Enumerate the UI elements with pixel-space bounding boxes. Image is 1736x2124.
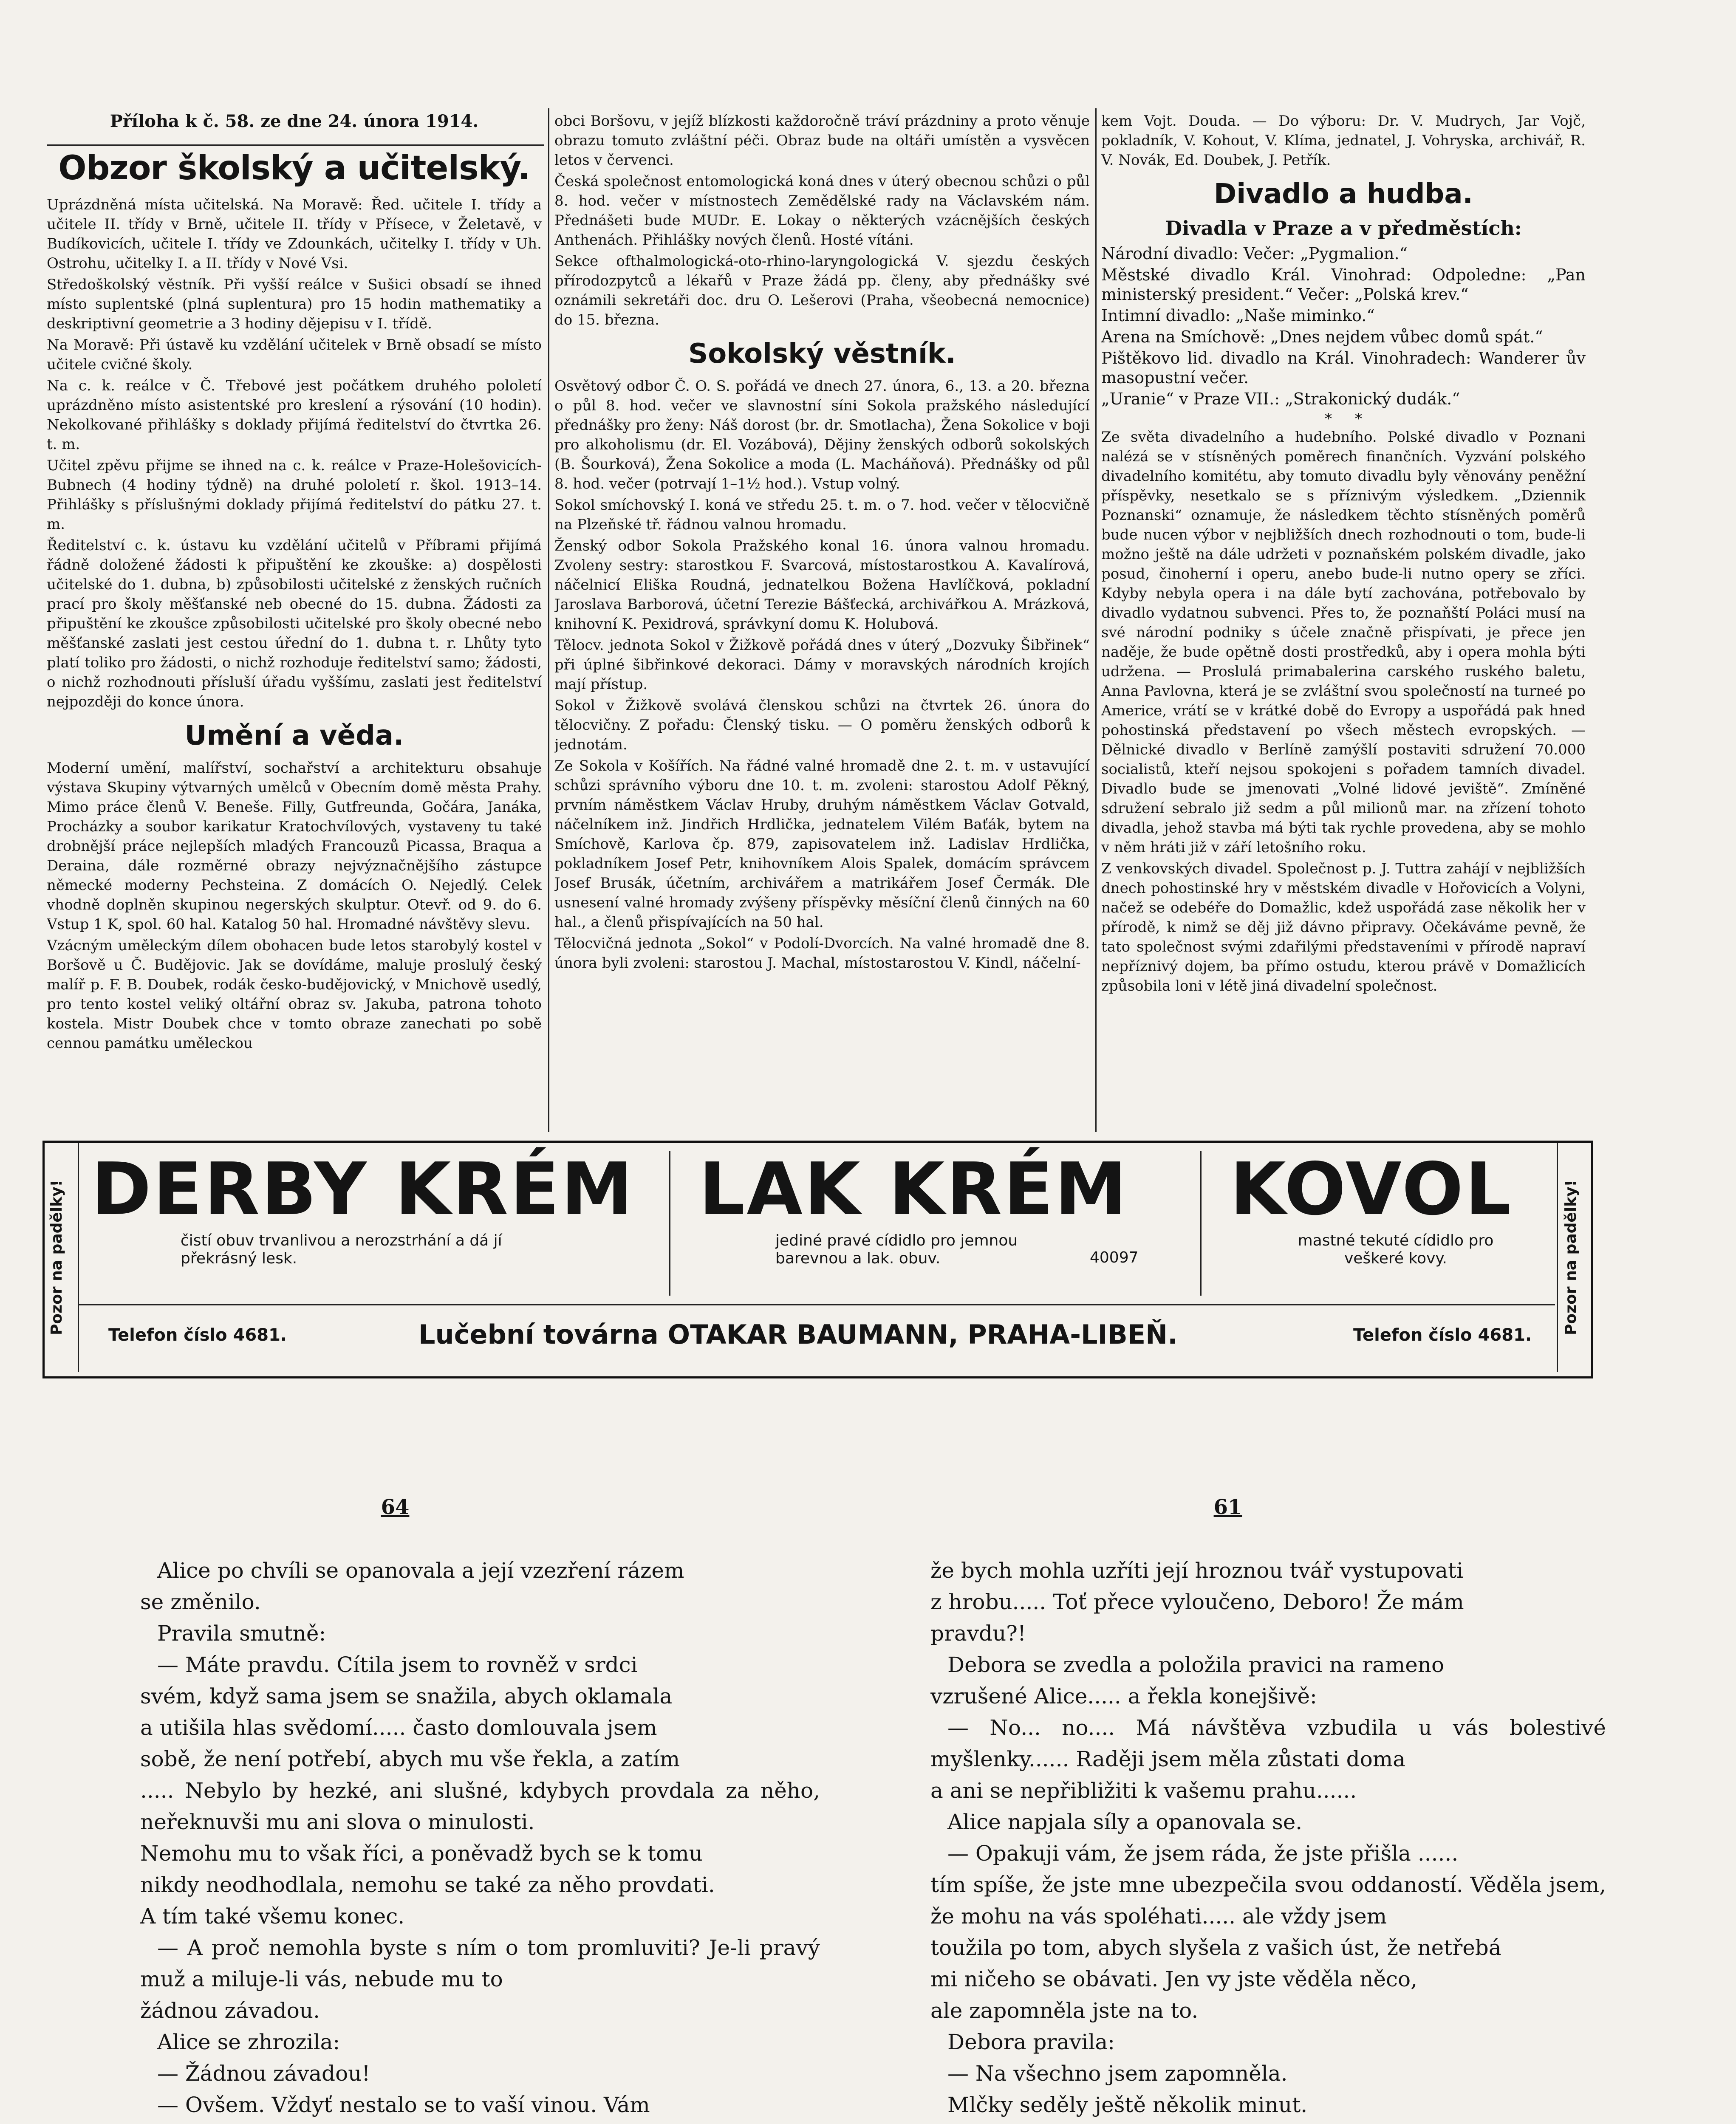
section-title-theatre: Divadlo a hudba. [1214, 178, 1473, 210]
article-paragraph: Ze Sokola v Košířích. Na řádné valné hromadě dne 2. t. m. v ustavující schůzi správního výboru dne 10. t. m. zvoleni: starostou Adolf Pěkný, prvním náměstkem Václav Hruby, druhým náměstkem Václav Gotvald, náčelníkem inž. Jindřich Hrdlička, jednatelem Vilém Baťák, bytem na Smíchově, Karlova čp. 879, zapisovatelem inž. Ladislav Hrdlička, pokladníkem Josef Petr, knihovníkem Alois Spalek, domácím správcem Josef Brusák, účetním, archivářem a matrikářem Josef Čermák. Dle usnesení valné hromady zvýšeny příspěvky měsíční členů činných na 60 hal., a členů přispívajících na 50 hal. [554, 757, 1090, 931]
ad-brand-kovol: KOVOL [1230, 1147, 1513, 1231]
book-line: žádnou závadou. [140, 1998, 320, 2023]
column-3 [1101, 111, 1586, 1133]
book-line: pravdu?! [930, 1621, 1026, 1646]
book-line: z hrobu..... Toť přece vyloučeno, Deboro! Že mám [930, 1590, 1464, 1614]
book-line: Debora se zvedla a položila pravici na rameno [947, 1652, 1445, 1677]
article-paragraph: Na Moravě: Při ústavě ku vzdělání učitelek v Brně obsadí se místo učitele cvičné školy. [47, 336, 542, 373]
program-line: Pištěkovo lid. divadlo na Král. Vinohradech: Wanderer ův masopustní večer. [1101, 349, 1586, 387]
section-divider-stars: * * [1324, 410, 1363, 427]
book-line: Nemohu mu to však říci, a poněvadž bych se k tomu [140, 1841, 703, 1866]
ad-brand-lak: LAK KRÉM [699, 1147, 1128, 1231]
book-line: a ani se nepřibližiti k vašemu prahu...... [930, 1778, 1357, 1803]
program-line: Intimní divadlo: „Naše miminko.“ [1101, 306, 1375, 325]
book-line: — Máte pravdu. Cítila jsem to rovněž v srdci [157, 1652, 638, 1677]
article-paragraph: Ředitelství c. k. ústavu ku vzdělání učitelů v Příbrami přijímá řádně doložené žádosti k připuštění ke zkouške: a) dospělosti učitelské do 1. dubna, b) způsobilosti učitelské z ženských ručních prací pro školy měšťanské neb obecné do 15. dubna. Žádosti za připuštění ke zkoušce způsobilosti učitelské pro školy obecné nebo měšťanské zaslati jest cestou úřední do 1. dubna t. r. Lhůty tyto platí toliko pro žádosti, o nichž rozhoduje ředitelství samo; žádosti, o nichž rozhodnouti přísluší úřadu vyššímu, zaslati jest ředitelství nejpozději do konce února. [47, 537, 542, 710]
ad-brand-derby-desc: čistí obuv trvanlivou a nerozstrhání a dá jí překrásný lesk. [181, 1232, 502, 1267]
article-paragraph: Uprázdněná místa učitelská. Na Moravě: Řed. učitele I. třídy a učitele II. třídy v Brně, učitele II. třídy v Přísece, v Želetavě, v Budíkovicích, učitele I. třídy ve Zdounkách, učitelky I. třídy v Uh. Ostrohu, učitelky I. a II. třídy v Nové Vsi. [47, 196, 542, 272]
article-paragraph: Učitel zpěvu přijme se ihned na c. k. reálce v Praze-Holešovicích-Bubnech (4 hodiny týdně) na druhé pololetí r. škol. 1913–14. Přihlášky s příslušnými doklady přijímá ředitelství do pátku 27. t. m. [47, 457, 542, 533]
program-line: Městské divadlo Král. Vinohrad: Odpoledne: „Pan ministerský president.“ Večer: „Polská krev.“ [1101, 266, 1586, 304]
book-line: toužila po tom, abych slyšela z vašich úst, že netřebá [930, 1935, 1501, 1960]
book-line: Alice se zhrozila: [157, 2030, 340, 2054]
book-line: Alice po chvíli se opanovala a její vzezření rázem [157, 1558, 684, 1583]
article-paragraph: kem Vojt. Douda. — Do výboru: Dr. V. Mudrych, Jar Vojč, pokladník, V. Kohout, V. Klíma, jednatel, J. Vohryska, archivář, R. V. Novák, Ed. Doubek, J. Petřík. [1101, 113, 1586, 169]
book-line: Pravila smutně: [157, 1621, 326, 1646]
book-line: — A proč nemohla byste s ním o tom promluviti? Je-li pravý muž a miluje-li vás, nebude mu to [140, 1935, 820, 1991]
ad-side-label-right: Pozor na padělky! [1562, 1180, 1580, 1335]
advertisement-box [42, 1141, 1593, 1378]
article-paragraph: Na c. k. reálce v Č. Třebové jest počátkem druhého pololetí uprázdněno místo asistentské pro kreslení a rýsování (10 hodin). Nekolkované přihlášky s doklady přijímá ředitelství do čtvrtka 26. t. m. [47, 377, 542, 453]
program-line: Arena na Smíchově: „Dnes nejdem vůbec domů spát.“ [1101, 328, 1543, 346]
book-line: sobě, že není potřebí, abych mu vše řekla, a zatím [140, 1747, 680, 1771]
supplement-line: Příloha k č. 58. ze dne 24. února 1914. [110, 111, 479, 131]
book-line: a utišila hlas svědomí..... často domlouvala jsem [140, 1715, 657, 1740]
ad-side-label-left: Pozor na padělky! [48, 1180, 65, 1335]
book-line: — Opakuji vám, že jsem ráda, že jste přišla ...... [947, 1841, 1459, 1866]
ad-phone-right: Telefon číslo 4681. [1353, 1325, 1532, 1345]
column-1 [47, 111, 542, 1133]
article-paragraph: Z venkovských divadel. Společnost p. J. Tuttra zahájí v nejbližších dnech pohostinské hry v městském divadle v Hořovicích a Volyni, načež se odebéře do Domažlic, kdež uspořádá zase několik her v přírodě, k nimž se děj již dávno připravy. Očekáváme pevně, že tato společnost svými zdařilými představeními v přírodě napraví nepříznivý dojem, ba přímo ostudu, kterou právě v Domažlicích způsobila loni v létě jiná divadelní společnost. [1101, 860, 1586, 994]
section-title-arts: Umění a věda. [184, 720, 404, 751]
article-paragraph: Vzácným uměleckým dílem obohacen bude letos starobylý kostel v Boršově u Č. Budějovic. Jak se dovídáme, maluje proslulý český malíř p. F. B. Doubek, rodák česko-budějovický, v Mnichově usedlý, pro tento kostel veliký oltářní obraz sv. Jakuba, patrona tohoto kostela. Mistr Doubek chce v tomto obraze zanechati po sobě cennou památku uměleckou [47, 937, 542, 1052]
article-paragraph: Česká společnost entomologická koná dnes v úterý obecnou schůzi o půl 8. hod. večer v místnostech Zemědělské rady na Václavském nám. Přednášeti bude MUDr. E. Lokay o některých vzácnějších českých Anthenách. Přihlášky nových členů. Hosté vítáni. [554, 173, 1090, 249]
ad-rule [78, 1143, 79, 1372]
program-line: „Uranie“ v Praze VII.: „Strakonický dudák.“ [1101, 390, 1460, 408]
article-paragraph: Sokol v Žižkově svolává členskou schůzi na čtvrtek 26. února do tělocvičny. Z pořadu: Členský tisku. — O poměru ženských odborů k jednotám. [554, 697, 1090, 753]
article-paragraph: Tělocvičná jednota „Sokol“ v Podolí-Dvorcích. Na valné hromadě dne 8. února byli zvoleni: starostou J. Machal, místostarostou V. Kindl, náčelní- [554, 935, 1090, 972]
book-line: Mlčky seděly ještě několik minut. [947, 2093, 1308, 2117]
ad-brand-lak-desc: jediné pravé cídidlo pro jemnou barevnou a lak. obuv. [775, 1232, 1018, 1267]
ad-phone-left: Telefon číslo 4681. [108, 1325, 287, 1345]
book-line: mi ničeho se obávati. Jen vy jste věděla něco, [930, 1967, 1418, 1991]
article-paragraph: Ze světa divadelního a hudebního. Polské divadlo v Poznani nalézá se v stísněných poměrech finančních. Vyzvání polského divadelního komitétu, aby tomuto divadlu byly věnovány peněžní příspěvky, nesetkalo se s příznivým výsledkem. „Dziennik Poznanski“ oznamuje, že následkem těchto stísněných poměrů bude nucen výbor v nejbližších dnech rozhodnouti o tom, bude-li možno ještě na dále udržeti v poznaňském polském divadle, jako posud, činoherní i operu, anebo bude-li nutno opery se zříci. Kdyby nebyla opera i na dále bytí zachována, potřebovalo by divadlo vydatnou subvenci. Přes to, že poznaňští Poláci musí na své národní podniky s účele značně přispívati, je přece jen naděje, že bude opětně dosti prostředků, aby i opera mohla býti udržena. — Proslulá primabalerina carského ruského baletu, Anna Pavlovna, která je se zvláštní svou společností na turneé po Americe, vrátí se v krátké době do Evropy a uspořádá pak hned pohostinská představení po všech městech evropských. — Dělnické divadlo v Berlíně zamýšlí postaviti sdružení 70.000 socialistů, kteří nejsou spokojeni s pořadem tamních divadel. Divadlo bude se jmenovati „Volné lidové jeviště“. Zmíněné sdružení sebralo již sedm a půl milionů mar. na zřízení tohoto divadla, jehož stavba má býti tak rychle provedena, aby se mohlo v něm hráti již v září letošního roku. [1101, 429, 1586, 856]
book-line: nikdy neodhodlala, nemohu se také za něho provdati. [140, 1873, 715, 1897]
article-paragraph: Osvětový odbor Č. O. S. pořádá ve dnech 27. února, 6., 13. a 20. března o půl 8. hod. večer ve slavnostní síni Sokola pražského následující přednášky pro ženy: Náš dorost (br. dr. Smotlacha), Žena Sokolice v boji pro alkoholismu (dr. El. Vozábová), Dějiny ženských odborů sokolských (B. Šourková), Žena Sokolice a moda (L. Macháňová). Přednášky od půl 8. hod. večer (potrvají 1–1½ hod.). Vstup volný. [554, 378, 1090, 492]
book-line: svém, když sama jsem se snažila, abych oklamala [140, 1684, 673, 1709]
ad-rule [669, 1151, 670, 1296]
book-line: vzrušené Alice..... a řekla konejšivě: [930, 1684, 1317, 1709]
book-line [140, 2121, 820, 2124]
program-line: Národní divadlo: Večer: „Pygmalion.“ [1101, 244, 1408, 263]
book-right-page [930, 1555, 1606, 2124]
book-line: — Ovšem. Vždyť nestalo se to vaší vinou. Vám [157, 2093, 650, 2117]
book-line: — No... no.... Má návštěva vzbudila u vás bolestivé myšlenky...... Raději jsem měla zůstati doma [930, 1715, 1606, 1771]
book-line: tím spíše, že jste mne ubezpečila svou oddaností. Věděla jsem, že mohu na vás spoléhati..... ale vždy jsem [930, 1873, 1606, 1929]
article-paragraph: Sokol smíchovský I. koná ve středu 25. t. m. o 7. hod. večer v tělocvičně na Plzeňské tř. řádnou valnou hromadu. [554, 497, 1090, 533]
ad-brand-kovol-desc: mastné tekuté cídidlo pro veškeré kovy. [1298, 1232, 1494, 1267]
ad-rule [1200, 1151, 1202, 1296]
book-line: A tím také všemu konec. [140, 1904, 405, 1929]
article-paragraph: Moderní umění, malířství, sochařství a architekturu obsahuje výstava Skupiny výtvarných umělců v Obecním domě města Prahy. Mimo práce členů V. Beneše. Filly, Gutfreunda, Gočára, Janáka, Procházky a soubor karikatur Kratochvílových, vystaveny tu také drobnější práce nejlepších mladých Francouzů Picassa, Braqua a Deraina, dále rozměrné obrazy nejvýznačnějšího zástupce německé moderny Pechsteina. Z domácích O. Nejedlý. Celek vhodně doplněn skupinou negerských skulptur. Otevř. od 9. do 6. Vstup 1 K, spol. 60 hal. Katalog 50 hal. Hromadné návštěvy slevu. [47, 760, 542, 933]
ad-code: 40097 [1090, 1249, 1139, 1266]
book-line: ale zapomněla jste na to. [930, 1998, 1199, 2023]
book-line: že bych mohla uzříti její hroznou tvář vystupovati [930, 1558, 1464, 1583]
article-paragraph: Středoškolský věstník. Při vyšší reálce v Sušici obsadí se ihned místo suplentské (plná suplentura) pro 15 hodin mathematiky a deskriptivní geometrie a 3 hodiny dějepisu v I. třídě. [47, 276, 542, 332]
right-page-number: 61 [1213, 1495, 1242, 1519]
left-page-number: 64 [381, 1495, 410, 1519]
book-line: — Na všechno jsem zapomněla. [947, 2061, 1288, 2086]
theatre-subtitle: Divadla v Praze a v předměstích: [1165, 217, 1522, 240]
ad-rule [79, 1304, 1555, 1305]
book-line: Debora pravila: [947, 2030, 1115, 2054]
column-rule-1 [548, 108, 549, 1132]
book-line [930, 2121, 1606, 2124]
ad-factory: Lučební továrna OTAKAR BAUMANN, PRAHA-LIBEŇ. [418, 1319, 1178, 1350]
article-paragraph: Tělocv. jednota Sokol v Žižkově pořádá dnes v úterý „Dozvuky Šibřinek“ při úplné šibřinkové dekoraci. Dámy v moravských národních krojích mají přístup. [554, 637, 1090, 693]
ad-rule [1557, 1143, 1558, 1372]
article-paragraph: Ženský odbor Sokola Pražského konal 16. února valnou hromadu. Zvoleny sestry: starostkou F. Svarcová, místostarostkou A. Kavalírová, náčelnicí Eliška Roudná, jednatelkou Božena Havlíčková, pokladní Jaroslava Barborová, účetní Terezie Bášťecká, archivářkou A. Mrázková, knihovní K. Pexidrová, správkyní domu K. Holubová. [554, 537, 1090, 633]
article-paragraph: Sekce ofthalmologická-oto-rhino-laryngologická V. sjezdu českých přírodozpytců a lékařů v Praze žádá pp. členy, aby přednášky své oznámili sekretáři doc. dru O. Lešerovi (Praha, všeobecná nemocnice) do 15. března. [554, 253, 1090, 328]
book-left-page [140, 1555, 820, 2124]
book-line: ..... Nebylo by hezké, ani slušné, kdybych provdala za něho, neřeknuvši mu ani slova o minulosti. [140, 1778, 820, 1834]
column-rule-2 [1095, 108, 1097, 1132]
ad-brand-derby: DERBY KRÉM [91, 1147, 635, 1231]
book-line: se změnilo. [140, 1590, 261, 1614]
book-line: Alice napjala síly a opanovala se. [947, 1810, 1303, 1834]
column-2 [554, 111, 1090, 1133]
section-title-school: Obzor školský a učitelský. [58, 149, 530, 187]
article-paragraph: obci Boršovu, v jejíž blízkosti každoročně tráví prázdniny a proto věnuje obrazu tomuto zvláštní péči. Obraz bude na oltáři umístěn a vysvěcen letos v červenci. [554, 113, 1090, 169]
section-title-sokol: Sokolský věstník. [688, 338, 956, 370]
book-line: — Žádnou závadou! [157, 2061, 370, 2086]
